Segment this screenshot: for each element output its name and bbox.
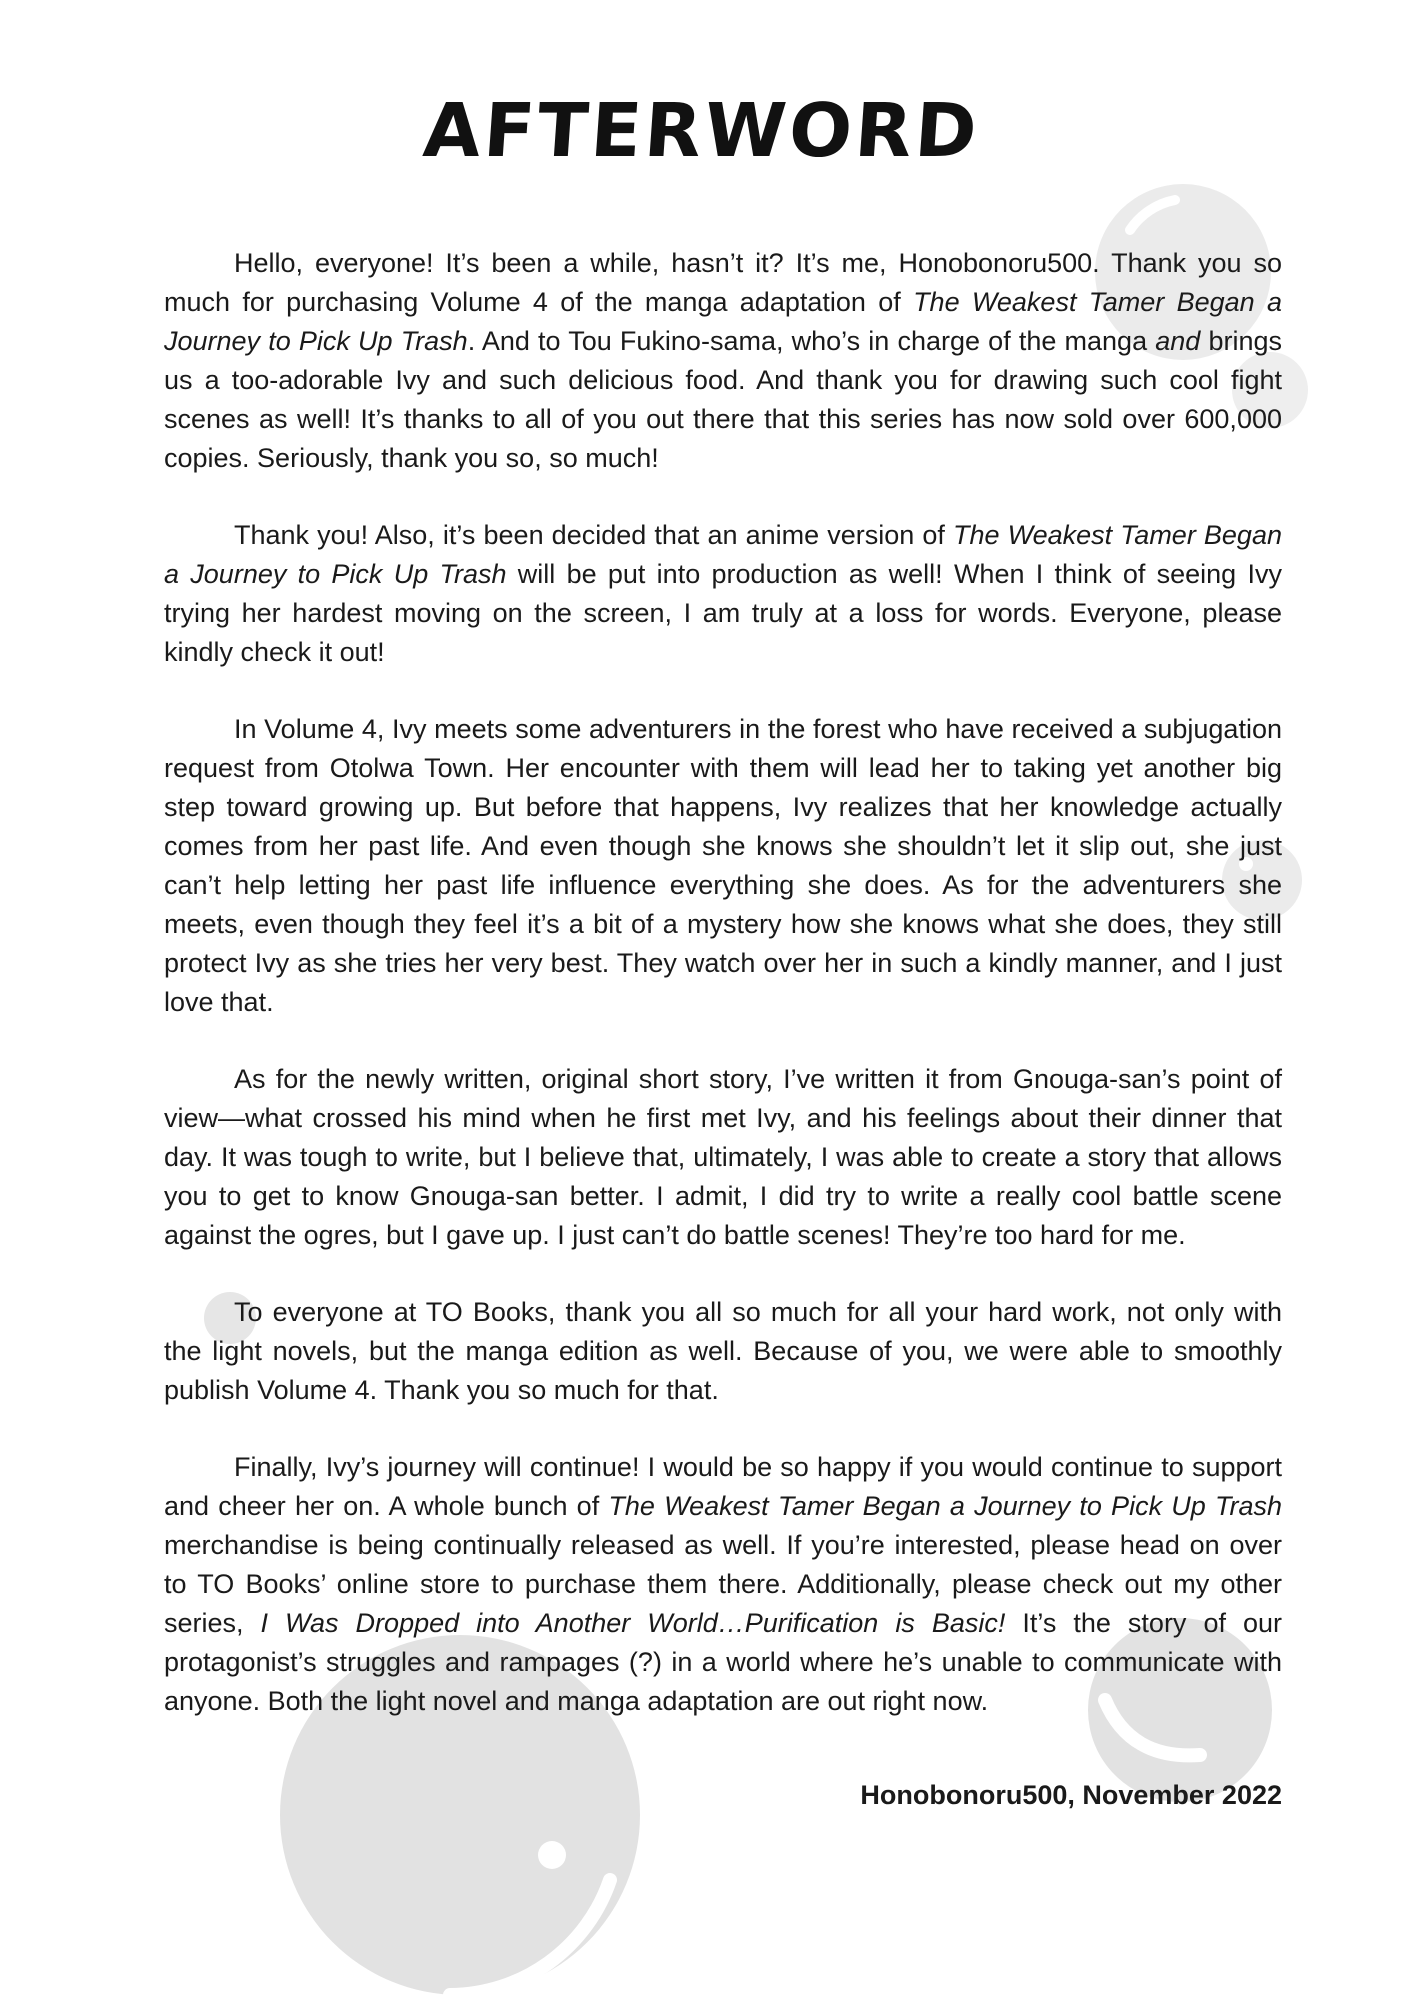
paragraph: To everyone at TO Books, thank you all so much for all your hard work, not only with the light novels, but the manga edition as well. Because of you, we were able to smoothly publish Volume 4. Thank you so much for that. xyxy=(164,1297,1282,1405)
page-title: AFTERWORD xyxy=(420,88,983,174)
author-signature: Honobonoru500, November 2022 xyxy=(860,1780,1282,1810)
paragraph: Finally, Ivy’s journey will continue! I would be so happy if you would continue to support and cheer her on. A whole bunch of The Weakest Tamer Began a Journey to Pick Up Trash merchandise is being continually released as well. If you’re interested, please head on over to TO Books’ online store to purchase them there. Additionally, please check out my other series, I Was Dropped into Another World…Purification is Basic! It’s the story of our protagonist’s struggles and rampages (?) in a world where he’s unable to communicate with anyone. Both the light novel and manga adaptation are out right now. xyxy=(164,1452,1282,1716)
afterword-body xyxy=(164,244,1282,1759)
paragraph: As for the newly written, original short story, I’ve written it from Gnouga-san’s point of view—what crossed his mind when he first met Ivy, and his feelings about their dinner that day. It was tough to write, but I believe that, ultimately, I was able to create a story that allows you to get to know Gnouga-san better. I admit, I did try to write a really cool battle scene against the ogres, but I gave up. I just can’t do battle scenes! They’re too hard for me. xyxy=(164,1064,1282,1250)
paragraph: In Volume 4, Ivy meets some adventurers in the forest who have received a subjugation request from Otolwa Town. Her encounter with them will lead her to taking yet another big step toward growing up. But before that happens, Ivy realizes that her knowledge actually comes from her past life. And even though she knows she shouldn’t let it slip out, she just can’t help letting her past life influence everything she does. As for the adventurers she meets, even though they feel it’s a bit of a mystery how she knows what she does, they still protect Ivy as she tries her very best. They watch over her in such a kindly manner, and I just love that. xyxy=(164,714,1282,1017)
paragraph: Hello, everyone! It’s been a while, hasn’t it? It’s me, Honobonoru500. Thank you so much for purchasing Volume 4 of the manga adaptation of The Weakest Tamer Began a Journey to Pick Up Trash. And to Tou Fukino-sama, who’s in charge of the manga and brings us a too-adorable Ivy and such delicious food. And thank you for drawing such cool fight scenes as well! It’s thanks to all of you out there that this series has now sold over 600,000 copies. Seriously, thank you so, so much! xyxy=(164,248,1282,473)
paragraph: Thank you! Also, it’s been decided that an anime version of The Weakest Tamer Began a Journey to Pick Up Trash will be put into production as well! When I think of seeing Ivy trying her hardest moving on the screen, I am truly at a loss for words. Everyone, please kindly check it out! xyxy=(164,520,1282,667)
